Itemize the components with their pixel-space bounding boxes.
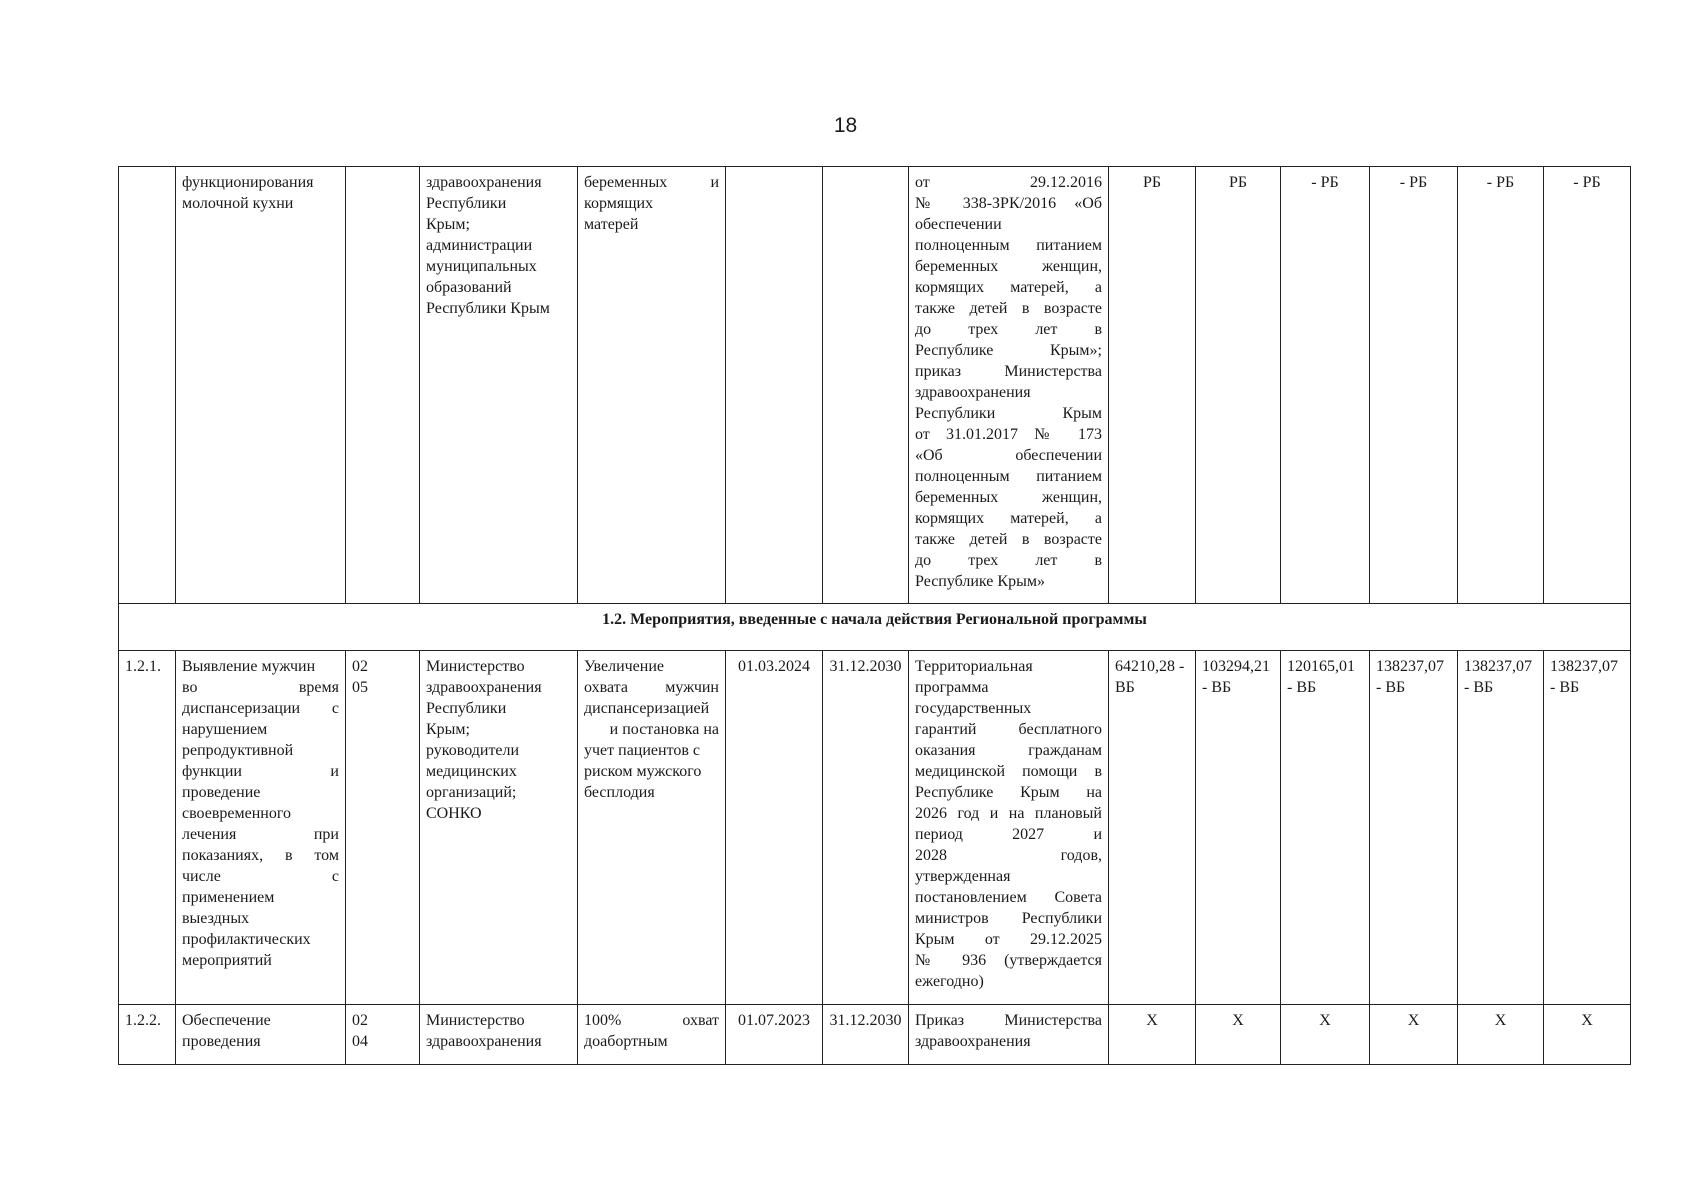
cell-executor: Министерство здравоохранения Республики Крым; руководители медицинских организаций; СОНКО [420, 651, 578, 1005]
cell-basis: от 29.12.2016 № 338-ЗРК/2016 «Об обеспечении полноценным питанием беременных женщин, кормящих матерей, а также детей в возрасте до трех лет в Республике Крым»; приказ Министерства здравоохранения Республики Крым от 31.01.2017 № 173 «Об обеспечении полноценным питанием беременных женщин, кормящих матерей, а также детей в возрасте до трех лет в Республике Крым» [909, 167, 1109, 604]
cell-fin-6: - РБ [1544, 167, 1631, 604]
cell-basis: Приказ Министерства здравоохранения [909, 1005, 1109, 1065]
cell-fin-4: - РБ [1370, 167, 1458, 604]
cell-result: 100% охват доабортным [578, 1005, 726, 1065]
table-row-1-2-2 [119, 1005, 1631, 1065]
cell-num [119, 167, 176, 604]
program-table [118, 166, 1631, 1065]
cell-fin-1: 64210,28 - ВБ [1109, 651, 1196, 1005]
cell-name: функционирования молочной кухни [176, 167, 346, 604]
cell-end: 31.12.2030 [823, 1005, 909, 1065]
cell-start: 01.03.2024 [726, 651, 823, 1005]
cell-fin-6: 138237,07 - ВБ [1544, 651, 1631, 1005]
cell-fin-1: Х [1109, 1005, 1196, 1065]
cell-fin-3: - РБ [1281, 167, 1370, 604]
cell-executor: Министерство здравоохранения [420, 1005, 578, 1065]
table-row-1-2-1 [119, 651, 1631, 1005]
cell-basis: Территориальная программа государственных гарантий бесплатного оказания гражданам медицинской помощи в Республике Крым на 2026 год и на плановый период 2027 и 2028 годов, утвержденная постановлением Совета министров Республики Крым от 29.12.2025 № 936 (утверждается ежегодно) [909, 651, 1109, 1005]
cell-num: 1.2.2. [119, 1005, 176, 1065]
page-number: 18 [833, 114, 858, 137]
cell-start [726, 167, 823, 604]
cell-fin-2: РБ [1196, 167, 1281, 604]
cell-fin-6: Х [1544, 1005, 1631, 1065]
cell-fin-4: Х [1370, 1005, 1458, 1065]
cell-start: 01.07.2023 [726, 1005, 823, 1065]
section-title: 1.2. Мероприятия, введенные с начала действия Региональной программы [119, 604, 1631, 651]
cell-code: 02 04 [346, 1005, 420, 1065]
cell-result: беременных и кормящих матерей [578, 167, 726, 604]
cell-code [346, 167, 420, 604]
cell-fin-2: Х [1196, 1005, 1281, 1065]
cell-fin-2: 103294,21 - ВБ [1196, 651, 1281, 1005]
cell-fin-5: 138237,07 - ВБ [1458, 651, 1544, 1005]
table-row-continued [119, 167, 1631, 604]
cell-end [823, 167, 909, 604]
section-header-row [119, 604, 1631, 651]
cell-fin-5: - РБ [1458, 167, 1544, 604]
cell-end: 31.12.2030 [823, 651, 909, 1005]
cell-fin-4: 138237,07 - ВБ [1370, 651, 1458, 1005]
cell-executor: здравоохранения Республики Крым; администрации муниципальных образований Республики Крым [420, 167, 578, 604]
cell-name: Обеспечение проведения [176, 1005, 346, 1065]
cell-result: Увеличение охвата мужчин диспансеризацией и постановка на учет пациентов с риском мужского бесплодия [578, 651, 726, 1005]
cell-name: Выявление мужчин во время диспансеризации с нарушением репродуктивной функции и проведение своевременного лечения при показаниях, в том числе с применением выездных профилактических мероприятий [176, 651, 346, 1005]
cell-code: 02 05 [346, 651, 420, 1005]
cell-fin-3: Х [1281, 1005, 1370, 1065]
cell-fin-1: РБ [1109, 167, 1196, 604]
cell-num: 1.2.1. [119, 651, 176, 1005]
cell-fin-5: Х [1458, 1005, 1544, 1065]
cell-fin-3: 120165,01 - ВБ [1281, 651, 1370, 1005]
